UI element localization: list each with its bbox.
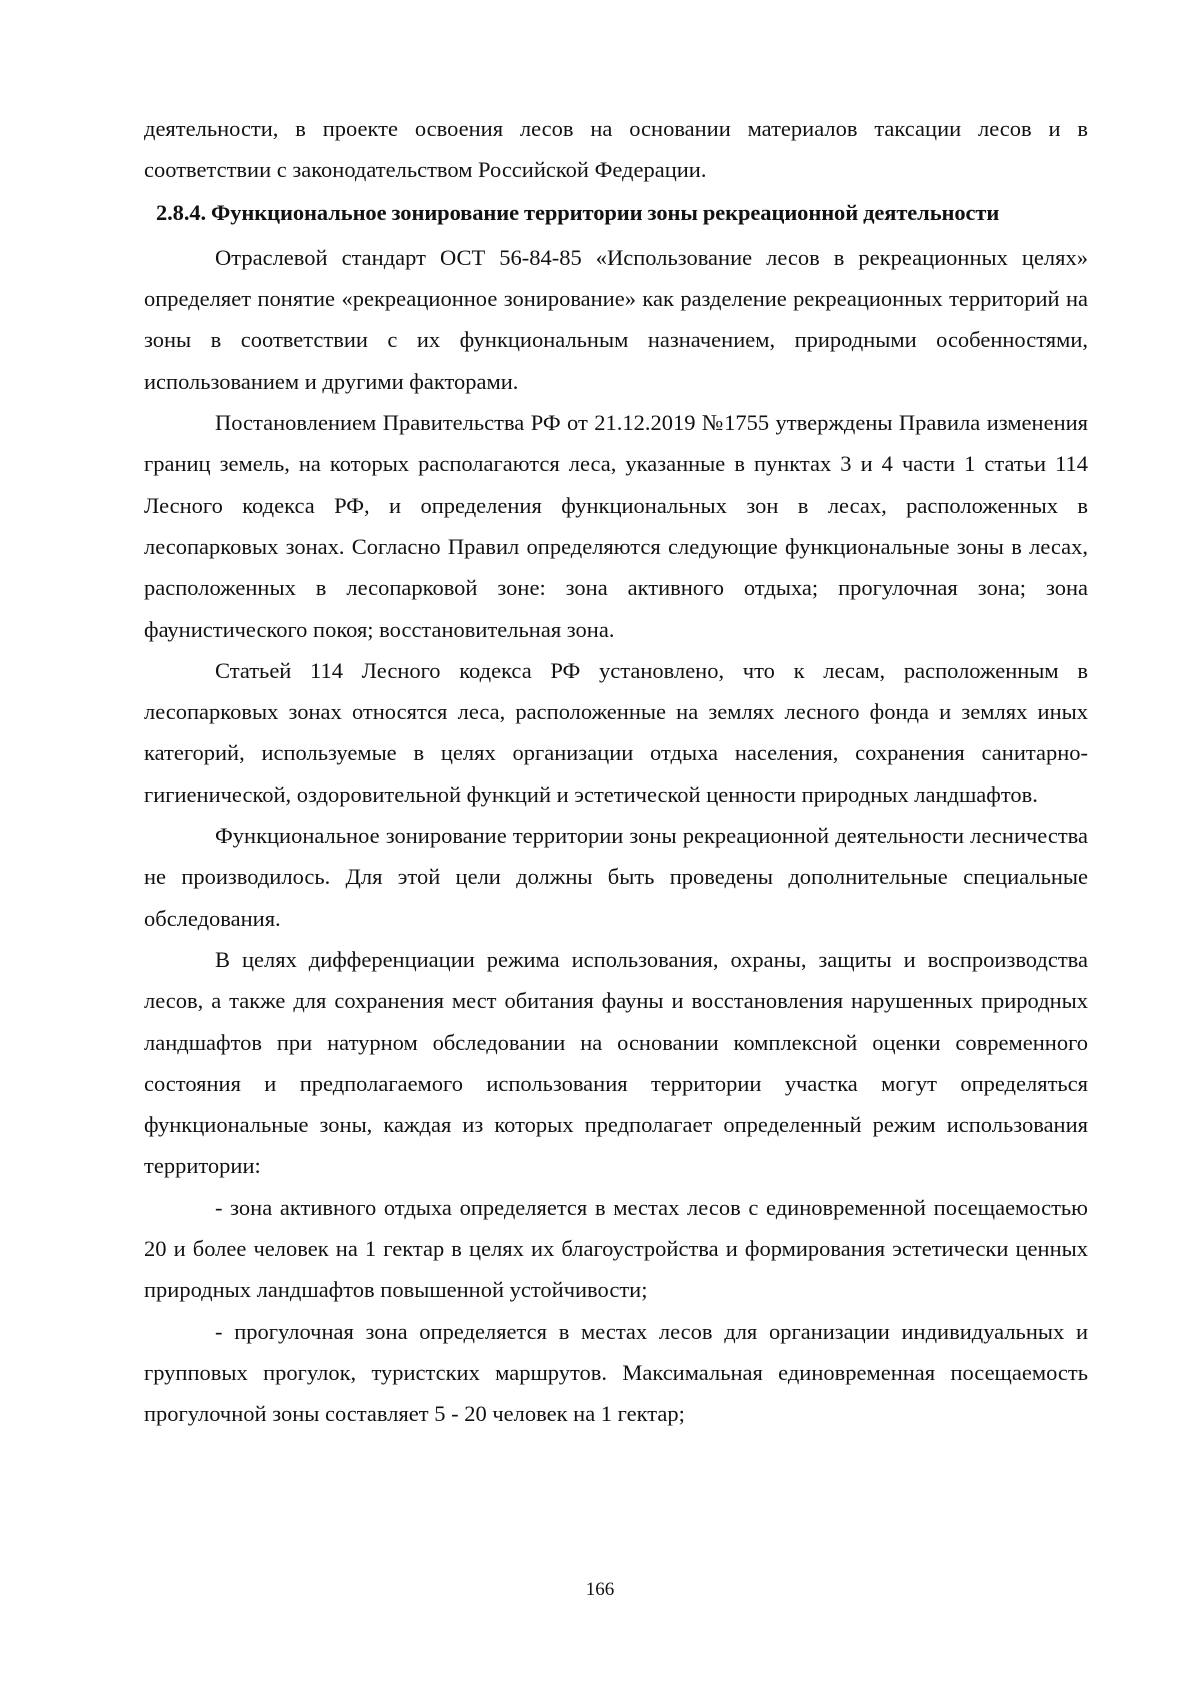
list-item-active-recreation-zone: - зона активного отдыха определяется в местах лесов с единовременной посещаемостью 20 и более человек на 1 гектар в целях их благоустройства и формирования эстетически ценных природных ландшафтов повышенной устойчивости; — [144, 1194, 1088, 1303]
paragraph-zone-differentiation: В целях дифференциации режима использования, охраны, защиты и воспроизводства лесов, а также для сохранения мест обитания фауны и восстановления нарушенных природных ландшафтов при натурном обследовании на основании комплексной оценки современного состояния и предполагаемого использования территории участка могут определяться функциональные зоны, каждая из которых предполагает определенный режим использования территории: — [144, 946, 1088, 1179]
paragraph-zoning-not-performed: Функциональное зонирование территории зоны рекреационной деятельности лесничества не производилось. Для этой цели должны быть проведены дополнительные специальные обследования. — [144, 823, 1088, 931]
section-heading: 2.8.4. Функциональное зонирование территории зоны рекреационной деятельности — [156, 199, 1000, 225]
continuation-paragraph: деятельности, в проекте освоения лесов на основании материалов таксации лесов и в соответствии с законодательством Российской Федерации. — [144, 116, 1088, 183]
page-number: 166 — [585, 1579, 615, 1600]
paragraph-forest-code-article: Статьей 114 Лесного кодекса РФ установлено, что к лесам, расположенным в лесопарковых зонах относятся леса, расположенные на землях лесного фонда и землях иных категорий, используемые в целях организации отдыха населения, сохранения санитарно-гигиенической, оздоровительной функций и эстетической ценности природных ландшафтов. — [144, 657, 1088, 807]
document-page — [144, 108, 1088, 1435]
paragraph-government-decree: Постановлением Правительства РФ от 21.12.2019 №1755 утверждены Правила изменения границ земель, на которых располагаются леса, указанные в пунктах 3 и 4 части 1 статьи 114 Лесного кодекса РФ, и определения функциональных зон в лесах, расположенных в лесопарковых зонах. Согласно Правил определяются следующие функциональные зоны в лесах, расположенных в лесопарковой зоне: зона активного отдыха; прогулочная зона; зона фаунистического покоя; восстановительная зона. — [144, 410, 1088, 642]
list-item-walking-zone: - прогулочная зона определяется в местах лесов для организации индивидуальных и групповых прогулок, туристских маршрутов. Максимальная единовременная посещаемость прогулочной зоны составляет 5 - 20 человек на 1 гектар; — [144, 1318, 1088, 1427]
paragraph-ost-standard: Отраслевой стандарт ОСТ 56-84-85 «Использование лесов в рекреационных целях» определяет понятие «рекреационное зонирование» как разделение рекреационных территорий на зоны в соответствии с их функциональным назначением, природными особенностями, использованием и другими факторами. — [144, 244, 1088, 394]
